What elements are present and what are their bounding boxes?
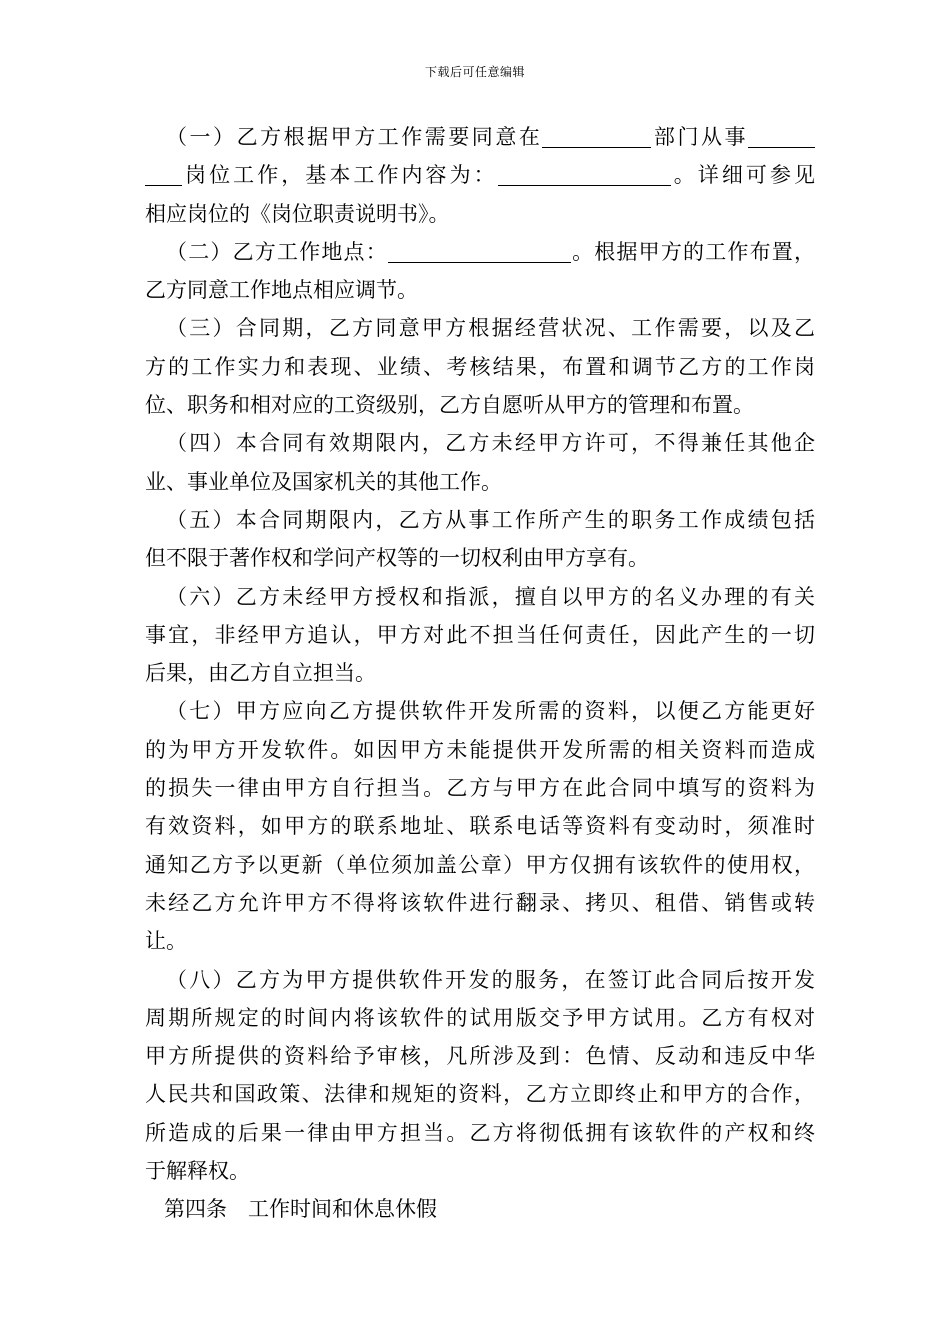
section-heading: [145, 1190, 815, 1228]
clause-8-line-4: 人民共和国政策、法律和规矩的资料，乙方立即终止和甲方的合作，: [145, 1082, 815, 1107]
clause-7-line-7: 让。: [145, 929, 187, 954]
page-header: 下载后可任意编辑: [424, 65, 525, 79]
clause-8-line-3: 甲方所提供的资料给予审核，凡所涉及到：色情、反动和违反中华: [145, 1044, 815, 1069]
clause-8-line-5: 所造成的后果一律由甲方担当。乙方将彻低拥有该软件的产权和终: [145, 1120, 815, 1145]
clause-2: [145, 233, 815, 310]
clause-1: [145, 118, 815, 233]
clause-7-line-5: 通知乙方予以更新（单位须加盖公章）甲方仅拥有该软件的使用权，: [145, 852, 815, 877]
clause-1-line-2: 岗位工作，基本工作内容为： 。详细可参见: [145, 156, 815, 194]
section-title: 工作时间和休息休假: [248, 1197, 437, 1222]
clause-7-line-2: 的为甲方开发软件。如因甲方未能提供开发所需的相关资料而造成: [145, 737, 815, 762]
department-blank[interactable]: [542, 125, 651, 148]
clause-8-line-2: 周期所规定的时间内将该软件的试用版交予甲方试用。乙方有权对: [145, 1005, 815, 1030]
clause-8-line-6: 于解释权。: [145, 1159, 250, 1184]
clause-8: [145, 961, 815, 1191]
clause-5: [145, 501, 815, 578]
clause-6-line-1: （六）乙方未经甲方授权和指派，擅自以甲方的名义办理的有关: [166, 584, 815, 609]
clause-7-line-6: 未经乙方允许甲方不得将该软件进行翻录、拷贝、租借、销售或转: [145, 890, 815, 915]
clause-1-line-1: （一）乙方根据甲方工作需要同意在 部门从事: [145, 118, 815, 156]
clause-2-line-2: 乙方同意工作地点相应调节。: [145, 278, 418, 303]
clause-2-line-1: （二）乙方工作地点： 。根据甲方的工作布置，: [166, 239, 816, 264]
clause-5-line-2: 但不限于著作权和学问产权等的一切权利由甲方享有。: [145, 546, 649, 571]
clause-6: [145, 578, 815, 693]
clause-5-line-1: （五）本合同期限内，乙方从事工作所产生的职务工作成绩包括: [166, 507, 815, 532]
clause-3: [145, 309, 815, 424]
clause-3-line-2: 方的工作实力和表现、业绩、考核结果，布置和调节乙方的工作岗: [145, 354, 815, 379]
work-location-blank[interactable]: [388, 240, 571, 263]
position-blank-start[interactable]: [748, 125, 815, 148]
clause-8-line-1: （八）乙方为甲方提供软件开发的服务，在签订此合同后按开发: [166, 967, 815, 992]
work-content-blank[interactable]: [498, 163, 671, 186]
clause-1-line-3: 相应岗位的《岗位职责说明书》。: [145, 201, 450, 226]
clause-7: [145, 692, 815, 960]
contract-body: [145, 118, 815, 1229]
clause-6-line-2: 事宜，非经甲方追认，甲方对此不担当任何责任，因此产生的一切: [145, 622, 815, 647]
clause-4-line-1: （四）本合同有效期限内，乙方未经甲方许可，不得兼任其他企: [166, 431, 815, 456]
clause-6-line-3: 后果，由乙方自立担当。: [145, 661, 376, 686]
clause-4-line-2: 业、事业单位及国家机关的其他工作。: [145, 469, 502, 494]
section-number: 第四条: [164, 1197, 227, 1222]
clause-7-line-1: （七）甲方应向乙方提供软件开发所需的资料，以便乙方能更好: [166, 699, 815, 724]
clause-3-line-1: （三）合同期，乙方同意甲方根据经营状况、工作需要，以及乙: [166, 316, 815, 341]
clause-7-line-4: 有效资料，如甲方的联系地址、联系电话等资料有变动时，须准时: [145, 814, 815, 839]
clause-7-line-3: 的损失一律由甲方自行担当。乙方与甲方在此合同中填写的资料为: [145, 776, 815, 801]
position-blank-end[interactable]: [145, 163, 182, 186]
clause-3-line-3: 位、职务和相对应的工资级别，乙方自愿听从甲方的管理和布置。: [145, 393, 754, 418]
clause-4: [145, 424, 815, 501]
